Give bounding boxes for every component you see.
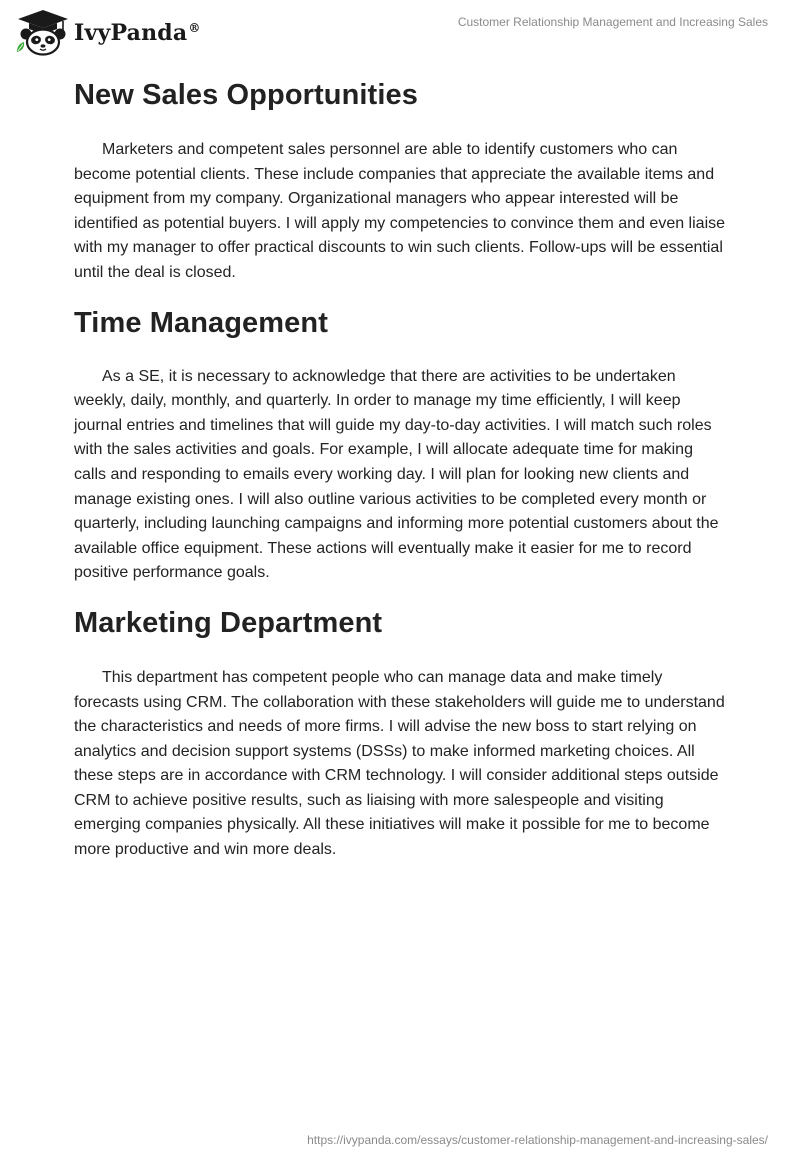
section-heading-new-sales-opportunities: New Sales Opportunities — [74, 79, 418, 111]
section-heading-marketing-department: Marketing Department — [74, 606, 383, 639]
source-url-link[interactable]: https://ivypanda.com/essays/customer-relationship-management-and-increasing-sales/ — [307, 1133, 768, 1147]
panda-graduation-cap-icon — [14, 8, 72, 56]
document-title: Customer Relationship Management and Increasing Sales — [457, 15, 768, 29]
section-heading-time-management: Time Management — [74, 306, 328, 339]
ivypanda-logo[interactable] — [14, 8, 201, 56]
page-header — [0, 0, 800, 64]
section-paragraph-time-management: As a SE, it is necessary to acknowledge that there are activities to be undertaken weekly, daily, monthly, and quarterly. In order to manage my time efficiently, I will keep journal entries and timelines that will guide my day-to-day activities. I will match such roles with the sales activities and goals. For example, I will allocate adequate time for making calls and responding to emails every working day. I will plan for looking new clients and manage existing ones. I will also outline various activities to be completed every month or quarterly, including launching campaigns and informing more potential customers about the available office equipment. These actions will eventually make it easier for me to record positive performance goals. — [74, 367, 719, 582]
registered-mark: ® — [188, 21, 201, 35]
essay-content — [74, 68, 726, 863]
section-paragraph-new-sales-opportunities: Marketers and competent sales personnel are able to identify customers who can become potential clients. These include companies that appreciate the available items and equipment from my company. Organizational managers who appear interested will be identified as potential buyers. I will apply my competencies to convince them and even liaise with my manager to offer practical discounts to win such clients. Follow-ups will be essential until the deal is closed. — [74, 141, 726, 281]
brand-name: IvyPanda® — [74, 20, 201, 46]
section-paragraph-marketing-department: This department has competent people who can manage data and make timely forecasts using CRM. The collaboration with these stakeholders will guide me to understand the characteristics and needs of more firms. I will advise the new boss to start relying on analytics and decision support systems (DSSs) to make informed marketing choices. All these steps are in accordance with CRM technology. I will consider additional steps outside CRM to achieve positive results, such as liaising with more salespeople and visiting emerging companies physically. All these initiatives will make it possible for me to become more productive and win more deals. — [74, 668, 725, 859]
